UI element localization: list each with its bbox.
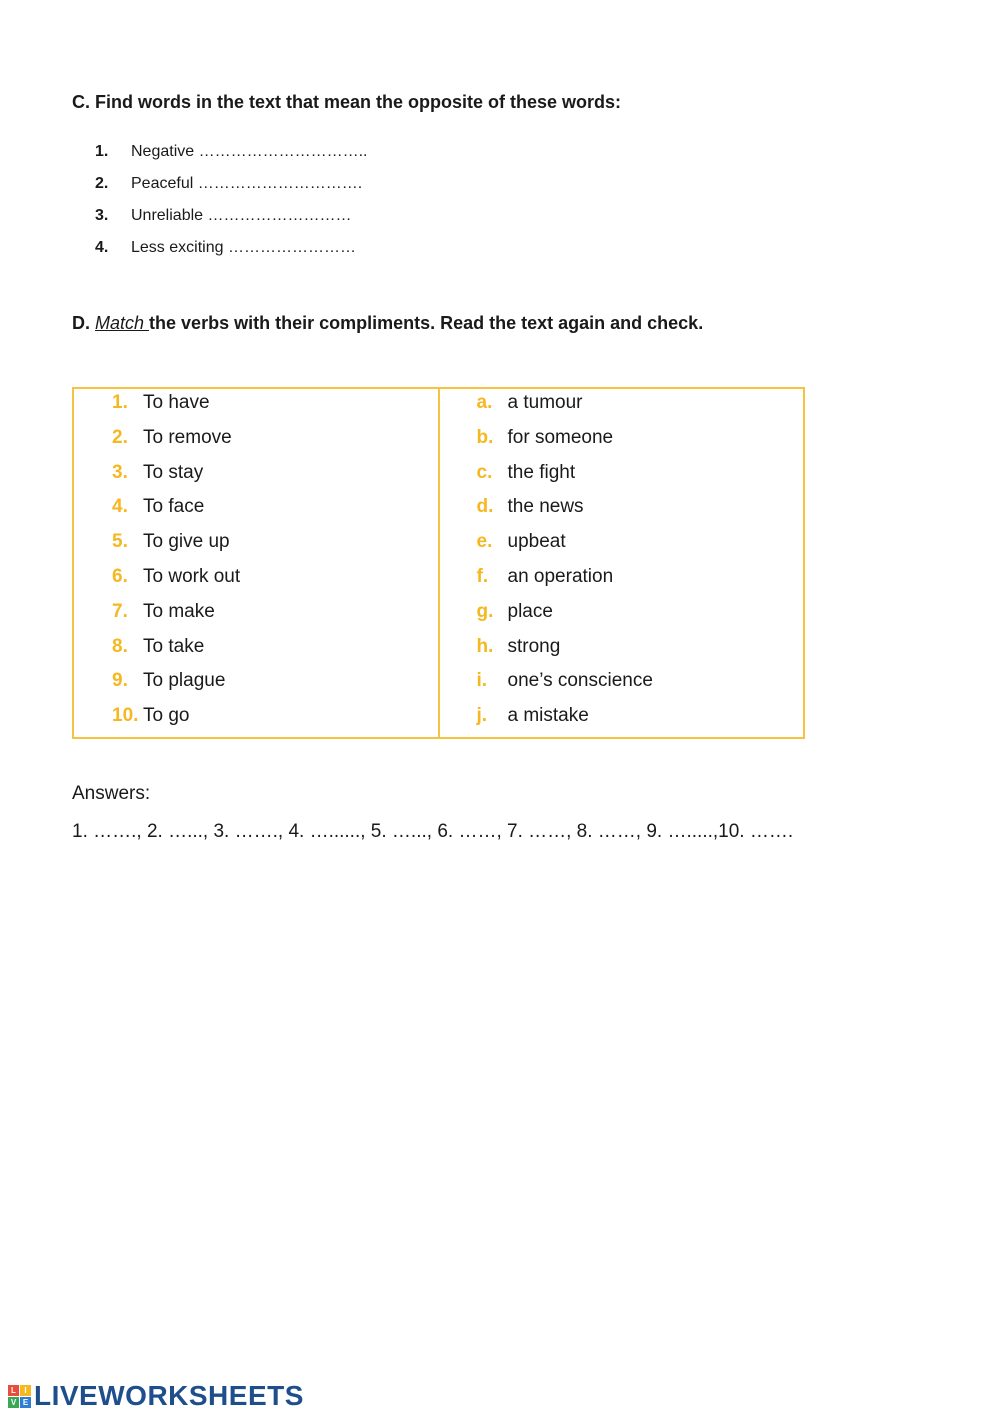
row-number: 3.: [112, 461, 128, 483]
logo-tile: I: [20, 1385, 31, 1396]
item-number: 3.: [95, 207, 109, 224]
logo-icon: [8, 1385, 31, 1408]
table-row: [74, 564, 438, 599]
row-number: 5.: [112, 531, 128, 553]
verb-text: To take: [143, 635, 205, 657]
verb-text: To remove: [143, 426, 232, 448]
table-row: [440, 599, 804, 634]
row-number: 8.: [112, 635, 128, 657]
logo-text: LIVEWORKSHEETS: [34, 1380, 304, 1411]
verb-text: To have: [143, 392, 210, 413]
table-row: [74, 494, 438, 529]
row-letter: f.: [476, 565, 489, 587]
verb-text: To face: [143, 496, 205, 518]
verb-text: To give up: [143, 531, 230, 553]
table-row: [74, 703, 438, 738]
answers-line: 1. ……., 2. …..., 3. ……., 4. …......, 5. …..., 6. ……, 7. ……, 8. ……, 9. ….....,10. …….: [72, 821, 794, 842]
item-text: Unreliable ………………………: [131, 207, 352, 224]
answers-label: Answers:: [72, 783, 151, 804]
complement-text: for someone: [507, 426, 614, 448]
complement-text: upbeat: [507, 531, 566, 553]
complement-text: a mistake: [507, 705, 589, 727]
table-row: [440, 460, 804, 495]
row-letter: h.: [476, 635, 494, 657]
table-row: [440, 494, 804, 529]
verb-text: To plague: [143, 670, 226, 692]
row-number: 2.: [112, 426, 128, 448]
logo-tile: E: [20, 1397, 31, 1408]
row-number: 7.: [112, 600, 128, 622]
table-row: [74, 668, 438, 703]
row-letter: c.: [476, 461, 493, 483]
table-row: [74, 390, 438, 425]
complements-column: [440, 389, 804, 737]
table-row: [74, 529, 438, 564]
heading-emphasis: Match: [95, 313, 150, 333]
table-row: [440, 703, 804, 738]
table-row: [74, 634, 438, 669]
matching-table: [72, 387, 805, 739]
row-letter: e.: [476, 531, 493, 553]
complement-text: an operation: [507, 565, 614, 587]
table-row: [74, 425, 438, 460]
table-row: [74, 460, 438, 495]
heading-prefix: D.: [72, 313, 96, 333]
row-letter: d.: [476, 496, 494, 518]
row-number: 6.: [112, 565, 128, 587]
list-item: [95, 140, 367, 172]
complement-text: strong: [507, 635, 561, 657]
row-letter: g.: [476, 600, 494, 622]
section-d-heading: [72, 313, 703, 334]
item-text: Peaceful ………………………….: [131, 175, 363, 192]
item-text: Less exciting ……………………: [131, 239, 356, 256]
complement-text: the fight: [507, 461, 576, 483]
item-number: 1.: [95, 143, 109, 160]
logo-tile: L: [8, 1385, 19, 1396]
row-number: 1.: [112, 392, 128, 413]
row-number: 10.: [112, 705, 139, 727]
table-row: [440, 529, 804, 564]
verb-text: To make: [143, 600, 215, 622]
list-item: [95, 236, 367, 268]
list-item: [95, 172, 367, 204]
logo-tile: V: [8, 1397, 19, 1408]
row-number: 9.: [112, 670, 128, 692]
item-text: Negative …………………………..: [131, 143, 368, 160]
table-row: [440, 634, 804, 669]
verb-text: To stay: [143, 461, 204, 483]
verb-text: To go: [143, 705, 190, 727]
table-row: [440, 425, 804, 460]
heading-rest: the verbs with their compliments. Read the text again and check.: [149, 313, 704, 333]
liveworksheets-logo: [8, 1380, 304, 1412]
table-row: [440, 564, 804, 599]
row-letter: i.: [476, 670, 488, 692]
section-c-heading: C. Find words in the text that mean the opposite of these words:: [72, 92, 622, 112]
item-number: 4.: [95, 239, 109, 256]
complement-text: place: [507, 600, 553, 622]
table-row: [440, 390, 804, 425]
table-row: [440, 668, 804, 703]
row-letter: j.: [476, 705, 488, 727]
table-row: [74, 599, 438, 634]
list-item: [95, 204, 367, 236]
section-c-list: [95, 140, 367, 268]
row-letter: a.: [476, 392, 493, 413]
complement-text: a tumour: [507, 392, 583, 413]
complement-text: the news: [507, 496, 584, 518]
item-number: 2.: [95, 175, 109, 192]
row-number: 4.: [112, 496, 128, 518]
verb-text: To work out: [143, 565, 241, 587]
row-letter: b.: [476, 426, 494, 448]
verbs-column: [74, 389, 440, 737]
complement-text: one’s conscience: [507, 670, 653, 692]
